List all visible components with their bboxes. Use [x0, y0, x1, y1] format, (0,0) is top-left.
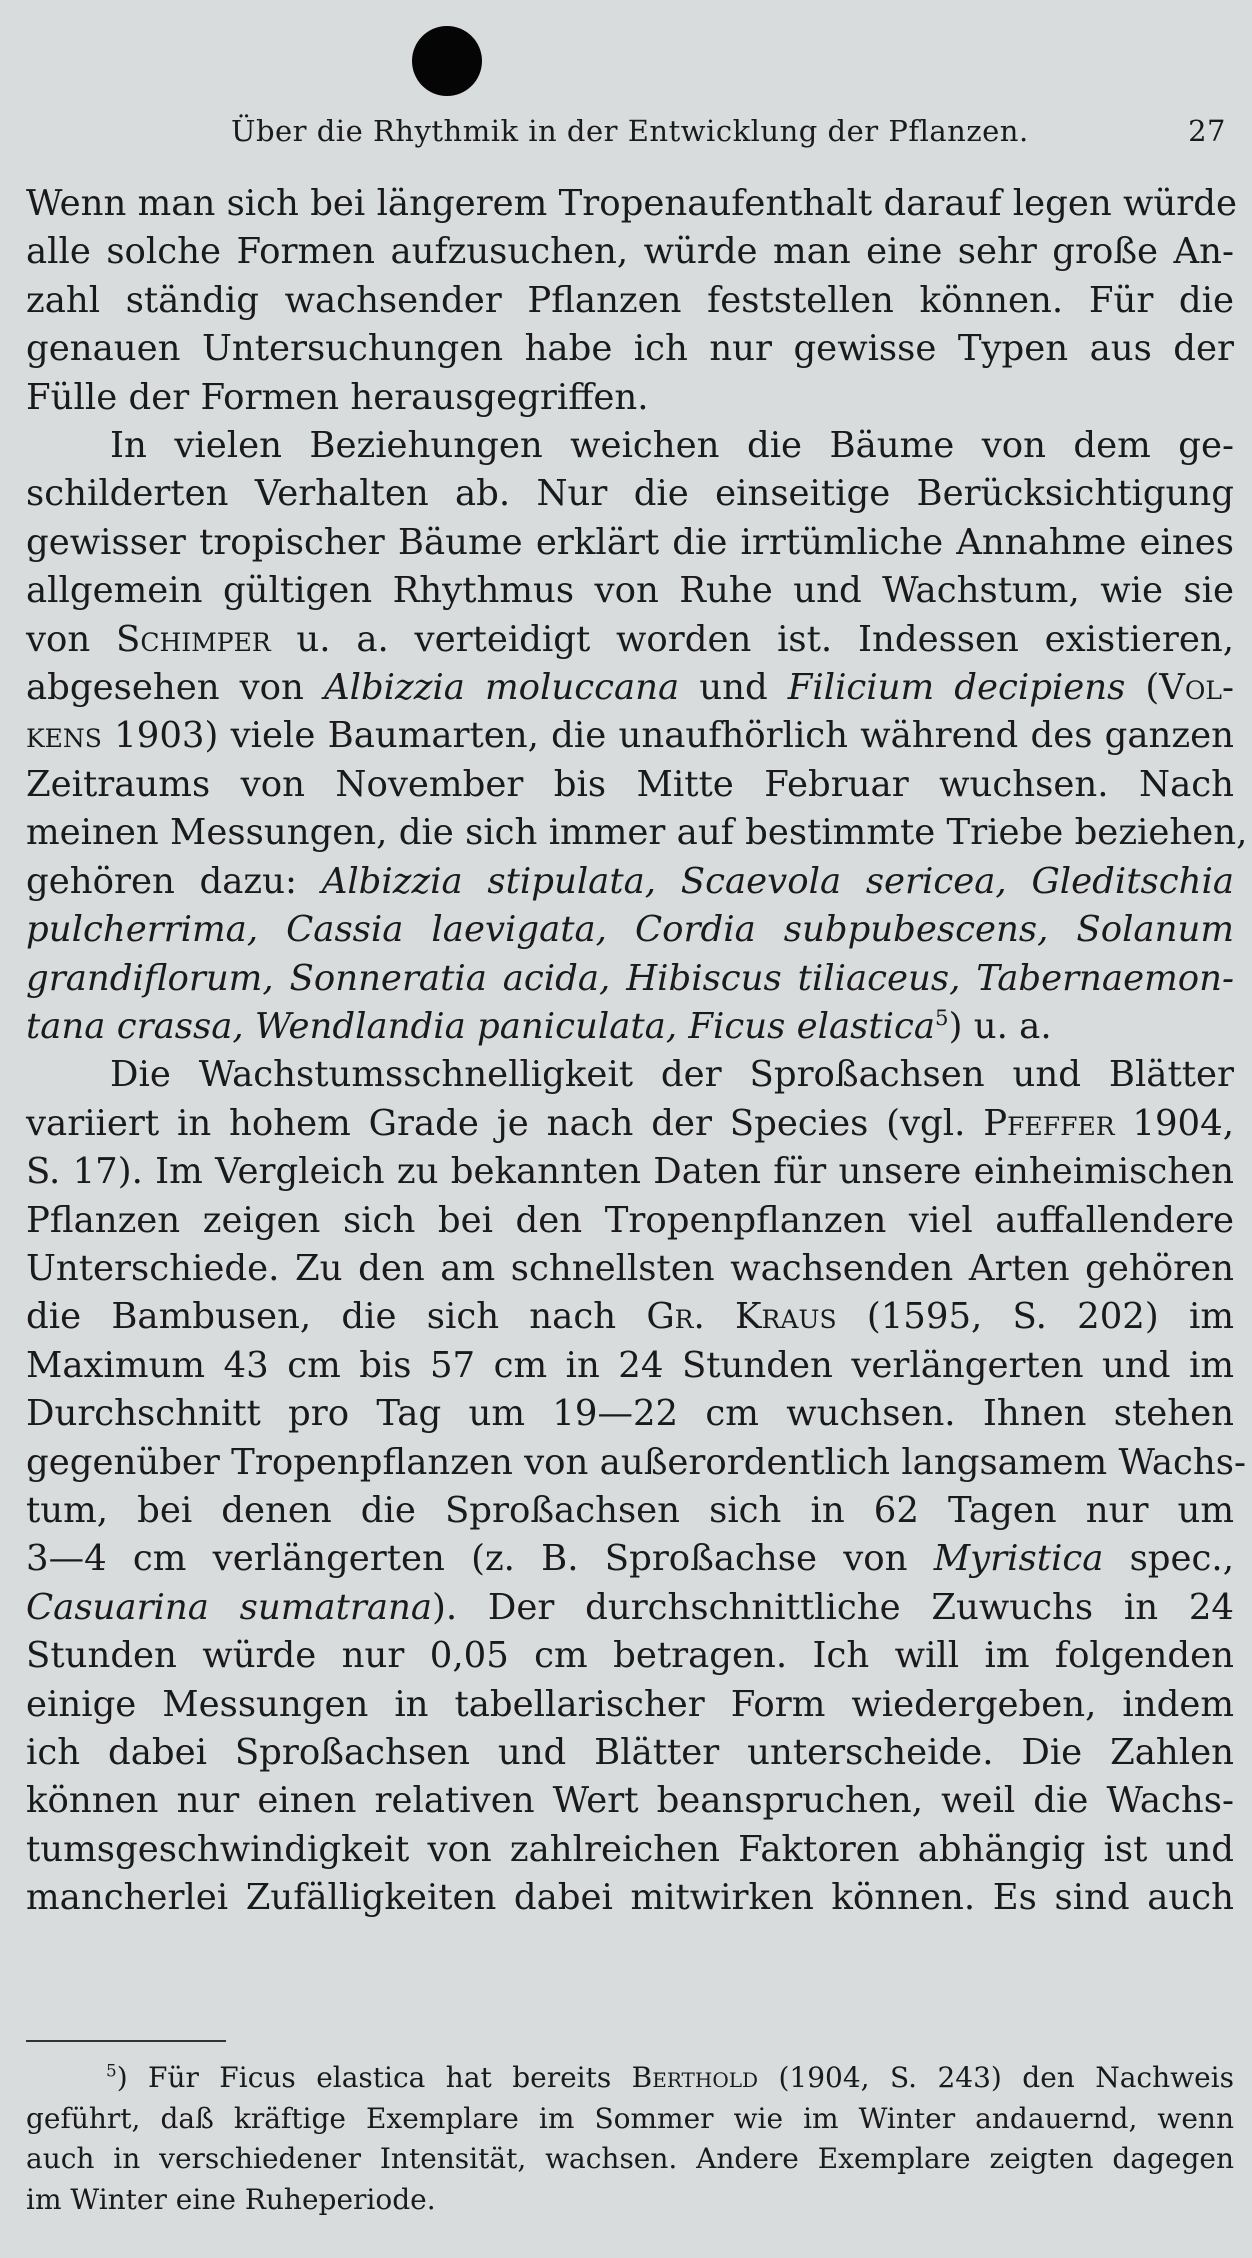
- footnote-line: im Winter eine Ruheperiode.: [26, 2182, 436, 2216]
- text-line: gewisser tropischer Bäume erklärt die irrtümliche Annahme eines: [26, 521, 1234, 563]
- text-line: tumsgeschwindigkeit von zahlreichen Faktoren abhängig ist und: [26, 1828, 1234, 1870]
- text-line: genauen Untersuchungen habe ich nur gewisse Typen aus der: [26, 328, 1234, 370]
- text-line: variiert in hohem Grade je nach der Species (vgl. Pfeffer 1904,: [26, 1102, 1234, 1144]
- text-line: tana crassa, Wendlandia paniculata, Ficus elastica$^5$) u. a.: [26, 1005, 1052, 1047]
- species-name: Casuarina sumatrana: [26, 1586, 433, 1628]
- text-line: zahl ständig wachsender Pflanzen feststellen können. Für die: [26, 279, 1234, 321]
- footnote-line: $^5$) Für Ficus elastica hat bereits Berthold (1904, S. 243) den Nachweis: [106, 2060, 1234, 2094]
- text-line: Durchschnitt pro Tag um 19—22 cm wuchsen. Ihnen stehen: [26, 1393, 1234, 1435]
- text-line: Wenn man sich bei längerem Tropenaufenthalt darauf legen würde: [26, 183, 1237, 224]
- text-line: Unterschiede. Zu den am schnellsten wachsenden Arten gehören: [26, 1247, 1234, 1289]
- text-line: ich dabei Sproßachsen und Blätter unterscheide. Die Zahlen: [26, 1732, 1234, 1773]
- text-line: [26, 955, 1234, 1003]
- text-line: gehören dazu: Albizzia stipulata, Scaevola sericea, Gleditschia: [26, 860, 1234, 902]
- text-line: tum, bei denen die Sproßachsen sich in 62 Tagen nur um: [26, 1489, 1234, 1531]
- text-line: Maximum 43 cm bis 57 cm in 24 Stunden verlängerten und im: [26, 1344, 1234, 1386]
- footnote-line: geführt, daß kräftige Exemplare im Sommer wie im Winter andauernd, wenn: [26, 2101, 1234, 2135]
- text-line: 3—4 cm verlängerten (z. B. Sproßachse von Myristica spec.,: [26, 1538, 1234, 1580]
- footnote-ref: 5: [935, 1006, 949, 1032]
- body-text: [26, 180, 1248, 1923]
- text-line: allgemein gültigen Rhythmus von Ruhe und Wachstum, wie sie: [26, 570, 1234, 612]
- text-line: die Bambusen, die sich nach Gr. Kraus (1595, S. 202) im: [26, 1296, 1234, 1338]
- text-line: S. 17). Im Vergleich zu bekannten Daten für unsere einheimischen: [26, 1151, 1234, 1193]
- text-line: abgesehen von Albizzia moluccana und Filicium decipiens (Vol-: [26, 667, 1234, 709]
- page-number: 27: [1188, 114, 1226, 148]
- footnote-marker: 5: [106, 2060, 117, 2081]
- text-line: In vielen Beziehungen weichen die Bäume von dem ge-: [110, 425, 1234, 467]
- text-line: Die Wachstumsschnelligkeit der Sproßachsen und Blätter: [110, 1054, 1234, 1096]
- author-name: Pfeffer: [983, 1102, 1115, 1144]
- text-line: können nur einen relativen Wert beanspruchen, weil die Wachs-: [26, 1780, 1234, 1822]
- text-line: einige Messungen in tabellarischer Form wiedergeben, indem: [26, 1683, 1234, 1725]
- species-list: grandiflorum, Sonneratia acida, Hibiscus tiliaceus, Tabernaemon-: [26, 957, 1234, 999]
- punch-hole: [412, 26, 482, 96]
- footnote-rule: [26, 2040, 226, 2042]
- text-line: Zeitraums von November bis Mitte Februar wuchsen. Nach: [26, 763, 1234, 805]
- species-name: Filicium decipiens: [787, 667, 1126, 709]
- text-line: Pflanzen zeigen sich bei den Tropenpflanzen viel auffallendere: [26, 1199, 1234, 1241]
- species-list: pulcherrima, Cassia laevigata, Cordia subpubescens, Solanum: [26, 909, 1234, 951]
- author-name: kens: [26, 715, 102, 757]
- footnote: [26, 2058, 1234, 2220]
- species-list: tana crassa, Wendlandia paniculata, Ficus elastica: [26, 1005, 936, 1047]
- text-line: schilderten Verhalten ab. Nur die einseitige Berücksichtigung: [26, 473, 1234, 515]
- author-name: Berthold: [631, 2061, 759, 2094]
- species-list: Albizzia stipulata, Scaevola sericea, Gleditschia: [321, 860, 1234, 902]
- species-name: Myristica: [933, 1538, 1104, 1580]
- text-line: alle solche Formen aufzusuchen, würde man eine sehr große An-: [26, 231, 1234, 273]
- text-line: von Schimper u. a. verteidigt worden ist. Indessen existieren,: [26, 618, 1234, 660]
- text-line: mancherlei Zufälligkeiten dabei mitwirken können. Es sind auch: [26, 1877, 1234, 1919]
- author-name: Gr. Kraus: [646, 1296, 837, 1338]
- running-title: Über die Rhythmik in der Entwicklung der Pflanzen.: [231, 114, 1029, 148]
- running-head: [26, 108, 1226, 156]
- text-line: Stunden würde nur 0,05 cm betragen. Ich will im folgenden: [26, 1635, 1234, 1677]
- text-line: meinen Messungen, die sich immer auf bestimmte Triebe beziehen,: [26, 812, 1248, 854]
- text-line: Fülle der Formen herausgegriffen.: [26, 376, 649, 418]
- text-line: gegenüber Tropenpflanzen von außerordentlich langsamem Wachs-: [26, 1441, 1246, 1483]
- text-line: [26, 906, 1234, 954]
- footnote-line: auch in verschiedener Intensität, wachsen. Andere Exemplare zeigten dagegen: [26, 2142, 1234, 2175]
- author-name: Schimper: [116, 618, 271, 660]
- text-line: Casuarina sumatrana). Der durchschnittliche Zuwuchs in 24: [26, 1586, 1234, 1628]
- text-line: kens 1903) viele Baumarten, die unaufhörlich während des ganzen: [26, 715, 1234, 757]
- author-name: Vol-: [1159, 667, 1234, 709]
- species-name: Albizzia moluccana: [323, 667, 680, 709]
